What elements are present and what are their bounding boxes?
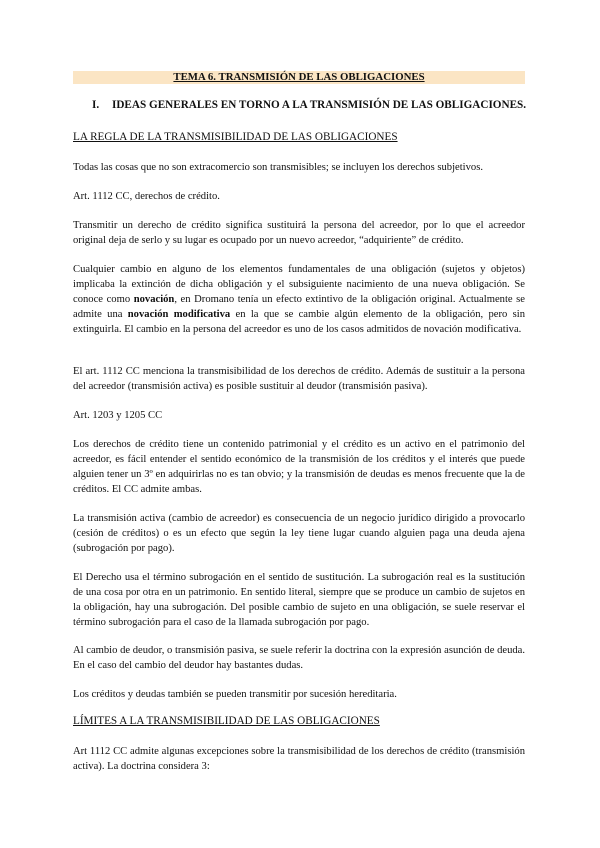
- paragraph-9: El Derecho usa el término subrogación en el sentido de sustitución. La subrogación real es la sustitución de una cosa por otra en un patrimonio. En sentido literal, siempre que se produce un cambio de sujetos en la obligación, hay una subrogación. Del posible cambio de sujeto en una obligación, se suele reservar el término subrogación para el caso de la llamada subrogación por pago.: [73, 572, 525, 628]
- paragraph-4: [73, 262, 525, 337]
- paragraph-8: La transmisión activa (cambio de acreedor) es consecuencia de un negocio jurídico dirigido a provocarlo (cesión de créditos) o es un efecto que según la ley tiene lugar cuando alguien paga una deuda ajena (subrogación por pago).: [73, 513, 525, 554]
- p4-text-a: Cualquier cambio en alguno de los elementos fundamentales de una obligación (sujetos y objetos) implicaba la extinción de dicha obligación y el subsiguiente nacimiento de una nueva obligación. Se conoce como: [73, 264, 525, 305]
- paragraph-12: Art 1112 CC admite algunas excepciones sobre la transmisibilidad de los derechos de crédito (transmisión activa). La doctrina considera 3:: [73, 746, 525, 772]
- paragraph-2: Art. 1112 CC, derechos de crédito.: [73, 191, 220, 202]
- p4-term-novacion: novación: [133, 294, 175, 305]
- paragraph-3: Transmitir un derecho de crédito significa sustituirá la persona del acreedor, por lo que el acreedor original deja de serlo y su lugar es ocupado por un nuevo acreedor, “adquiriente” de crédito.: [73, 220, 525, 246]
- section-heading: [92, 98, 542, 113]
- paragraph-6: Art. 1203 y 1205 CC: [73, 410, 163, 421]
- subheading-transmisibilidad: LA REGLA DE LA TRANSMISIBILIDAD DE LAS OBLIGACIONES: [73, 131, 398, 143]
- page-title: TEMA 6. TRANSMISIÓN DE LAS OBLIGACIONES: [173, 71, 425, 83]
- subheading-limites: LÍMITES A LA TRANSMISIBILIDAD DE LAS OBLIGACIONES: [73, 715, 380, 727]
- paragraph-5: El art. 1112 CC menciona la transmisibilidad de los derechos de crédito. Además de sustituir a la persona del acreedor (transmisión activa) es posible sustituir al deudor (transmisión pasiva).: [73, 366, 525, 392]
- paragraph-11: Los créditos y deudas también se pueden transmitir por sucesión hereditaria.: [73, 689, 397, 700]
- p4-text-c: , en Dromano tenía un efecto extintivo de la obligación original. Actualmente se admite una: [73, 294, 525, 320]
- paragraph-7: Los derechos de crédito tiene un contenido patrimonial y el crédito es un activo en el patrimonio del acreedor, es fácil entender el sentido económico de la transmisión de los créditos y el interés que puede alguien tener un 3º en adquirirlas no es tan obvio; y la transmisión de deudas es menos frecuente que la de créditos. El CC admite ambas.: [73, 439, 525, 495]
- paragraph-1: Todas las cosas que no son extracomercio son transmisibles; se incluyen los derechos subjetivos.: [73, 162, 483, 173]
- p4-term-novacion-modificativa: novación modificativa: [127, 309, 231, 320]
- section-heading-text: IDEAS GENERALES EN TORNO A LA TRANSMISIÓN DE LAS OBLIGACIONES.: [112, 99, 527, 111]
- section-number: I.: [92, 99, 100, 111]
- paragraph-10: Al cambio de deudor, o transmisión pasiva, se suele referir la doctrina con la expresión asunción de deuda. En el caso del cambio del deudor hay bastantes dudas.: [73, 645, 526, 671]
- p4-text-e: en la que se cambie algún elemento de la obligación, pero sin extinguirla. El cambio en la persona del acreedor es uno de los casos admitidos de novación modificativa.: [73, 309, 525, 335]
